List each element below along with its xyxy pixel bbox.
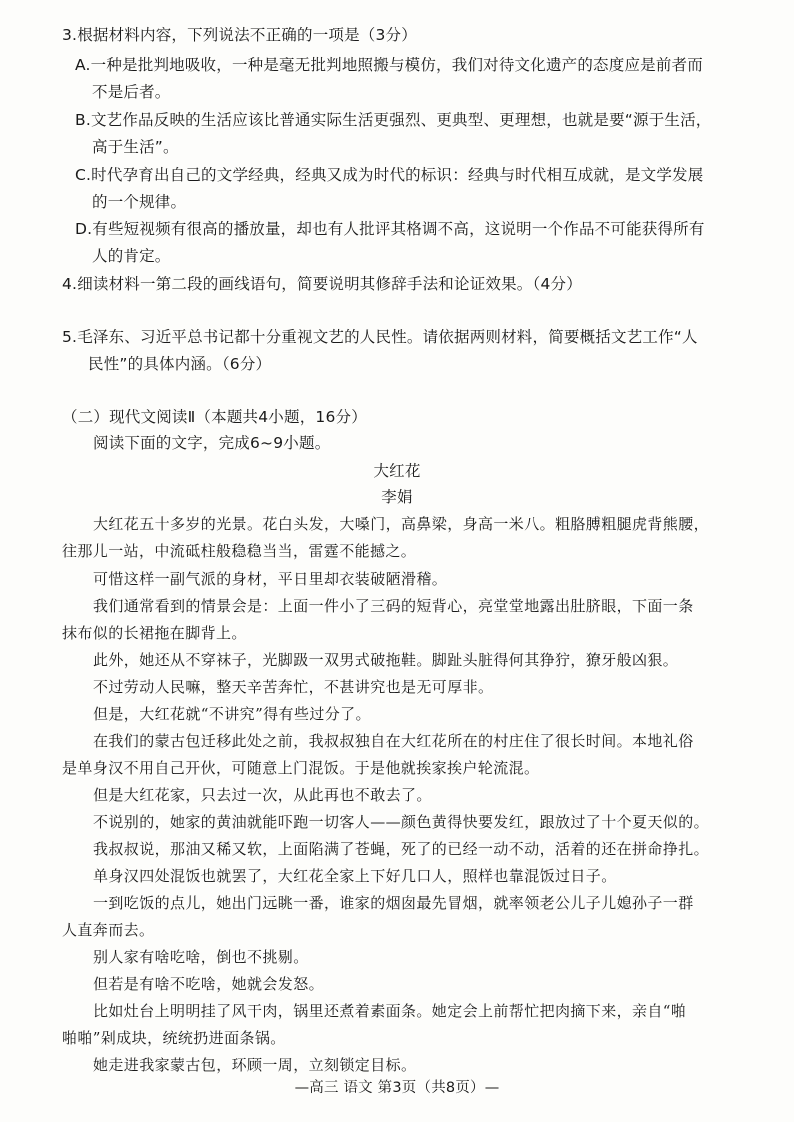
q3-option-b-line2: 高于生活”。 <box>92 138 179 156</box>
section-instruction: 阅读下面的文字，完成6~9小题。 <box>93 434 331 452</box>
q5-line1: 5.毛泽东、习近平总书记都十分重视文艺的人民性。请依据两则材料，简要概括文艺工作“人 <box>62 328 698 346</box>
article-paragraph: 人直奔而去。 <box>62 921 155 939</box>
article-paragraph: 大红花五十多岁的光景。花白头发，大嗓门，高鼻梁，身高一米八。粗胳膊粗腿虎背熊腰， <box>93 515 710 533</box>
article-author: 李娟 <box>381 488 413 506</box>
article-paragraph: 可惜这样一副气派的身材，平日里却衣装破陋滑稽。 <box>93 570 448 588</box>
q3-option-d-line2: 人的肯定。 <box>92 247 171 265</box>
article-paragraph: 比如灶台上明明挂了风干肉，锅里还煮着素面条。她定会上前帮忙把肉摘下来，亲自“啪 <box>93 1002 687 1020</box>
article-paragraph: 不过劳动人民嘛，整天辛苦奔忙，不甚讲究也是无可厚非。 <box>93 678 494 696</box>
q3-option-c-line1: C.时代孕育出自己的文学经典，经典又成为时代的标识：经典与时代相互成就，是文学发展 <box>75 166 704 184</box>
article-paragraph: 单身汉四处混饭也就罢了，大红花全家上下好几口人，照样也靠混饭过日子。 <box>93 867 617 885</box>
article-paragraph: 一到吃饭的点儿，她出门远眺一番，谁家的烟囱最先冒烟，就率领老公儿子儿媳孙子一群 <box>93 894 694 912</box>
article-paragraph: 在我们的蒙古包迁移此处之前，我叔叔独自在大红花所在的村庄住了很长时间。本地礼俗 <box>93 732 694 750</box>
q3-option-c-line2: 的一个规律。 <box>92 193 187 211</box>
article-paragraph: 是单身汉不用自己开伙，可随意上门混饭。于是他就挨家挨户轮流混。 <box>62 759 540 777</box>
article-title: 大红花 <box>373 462 421 480</box>
article-paragraph: 不说别的，她家的黄油就能吓跑一切客人——颜色黄得快要发红，跟放过了十个夏天似的。 <box>93 813 710 831</box>
article-paragraph: 但是，大红花就“不讲究”得有些过分了。 <box>93 705 371 723</box>
article-paragraph: 她走进我家蒙古包，环顾一周，立刻锁定目标。 <box>93 1056 417 1074</box>
q3-option-a-line1: A.一种是批判地吸收，一种是毫无批判地照搬与模仿，我们对待文化遗产的态度应是前者而 <box>75 56 703 74</box>
article-paragraph: 我叔叔说，那油又稀又软，上面陷满了苍蝇，死了的已经一动不动，活着的还在拼命挣扎。 <box>93 840 710 858</box>
q4-stem: 4.细读材料一第二段的画线语句，简要说明其修辞手法和论证效果。（4分） <box>62 275 582 293</box>
article-paragraph: 往那儿一站，中流砥柱般稳稳当当，雷霆不能撼之。 <box>62 542 417 560</box>
article-paragraph: 我们通常看到的情景会是：上面一件小了三码的短背心，亮堂堂地露出肚脐眼，下面一条 <box>93 597 694 615</box>
article-paragraph: 别人家有啥吃啥，倒也不挑剔。 <box>93 948 309 966</box>
section-title: （二）现代文阅读Ⅱ（本题共4小题，16分） <box>62 408 367 426</box>
q5-line2: 民性”的具体内涵。（6分） <box>88 355 272 373</box>
q3-option-a-line2: 不是后者。 <box>92 83 171 101</box>
article-paragraph: 但若是有啥不吃啥，她就会发怒。 <box>93 975 325 993</box>
q3-option-d-line1: D.有些短视频有很高的播放量，却也有人批评其格调不高，这说明一个作品不可能获得所有 <box>75 220 705 238</box>
article-paragraph: 啪啪”剁成块，统统扔进面条锅。 <box>62 1029 286 1047</box>
article-paragraph: 此外，她还从不穿袜子，光脚趿一双男式破拖鞋。脚趾头脏得何其狰狞，獠牙般凶狠。 <box>93 651 679 669</box>
article-paragraph: 抹布似的长裙拖在脚背上。 <box>62 624 247 642</box>
q3-stem: 3.根据材料内容，下列说法不正确的一项是（3分） <box>62 26 417 44</box>
page-footer: —高三 语文 第3页（共8页）— <box>294 1080 500 1096</box>
article-paragraph: 但是大红花家，只去过一次，从此再也不敢去了。 <box>93 786 432 804</box>
q3-option-b-line1: B.文艺作品反映的生活应该比普通实际生活更强烈、更典型、更理想，也就是要“源于生活， <box>75 111 712 129</box>
